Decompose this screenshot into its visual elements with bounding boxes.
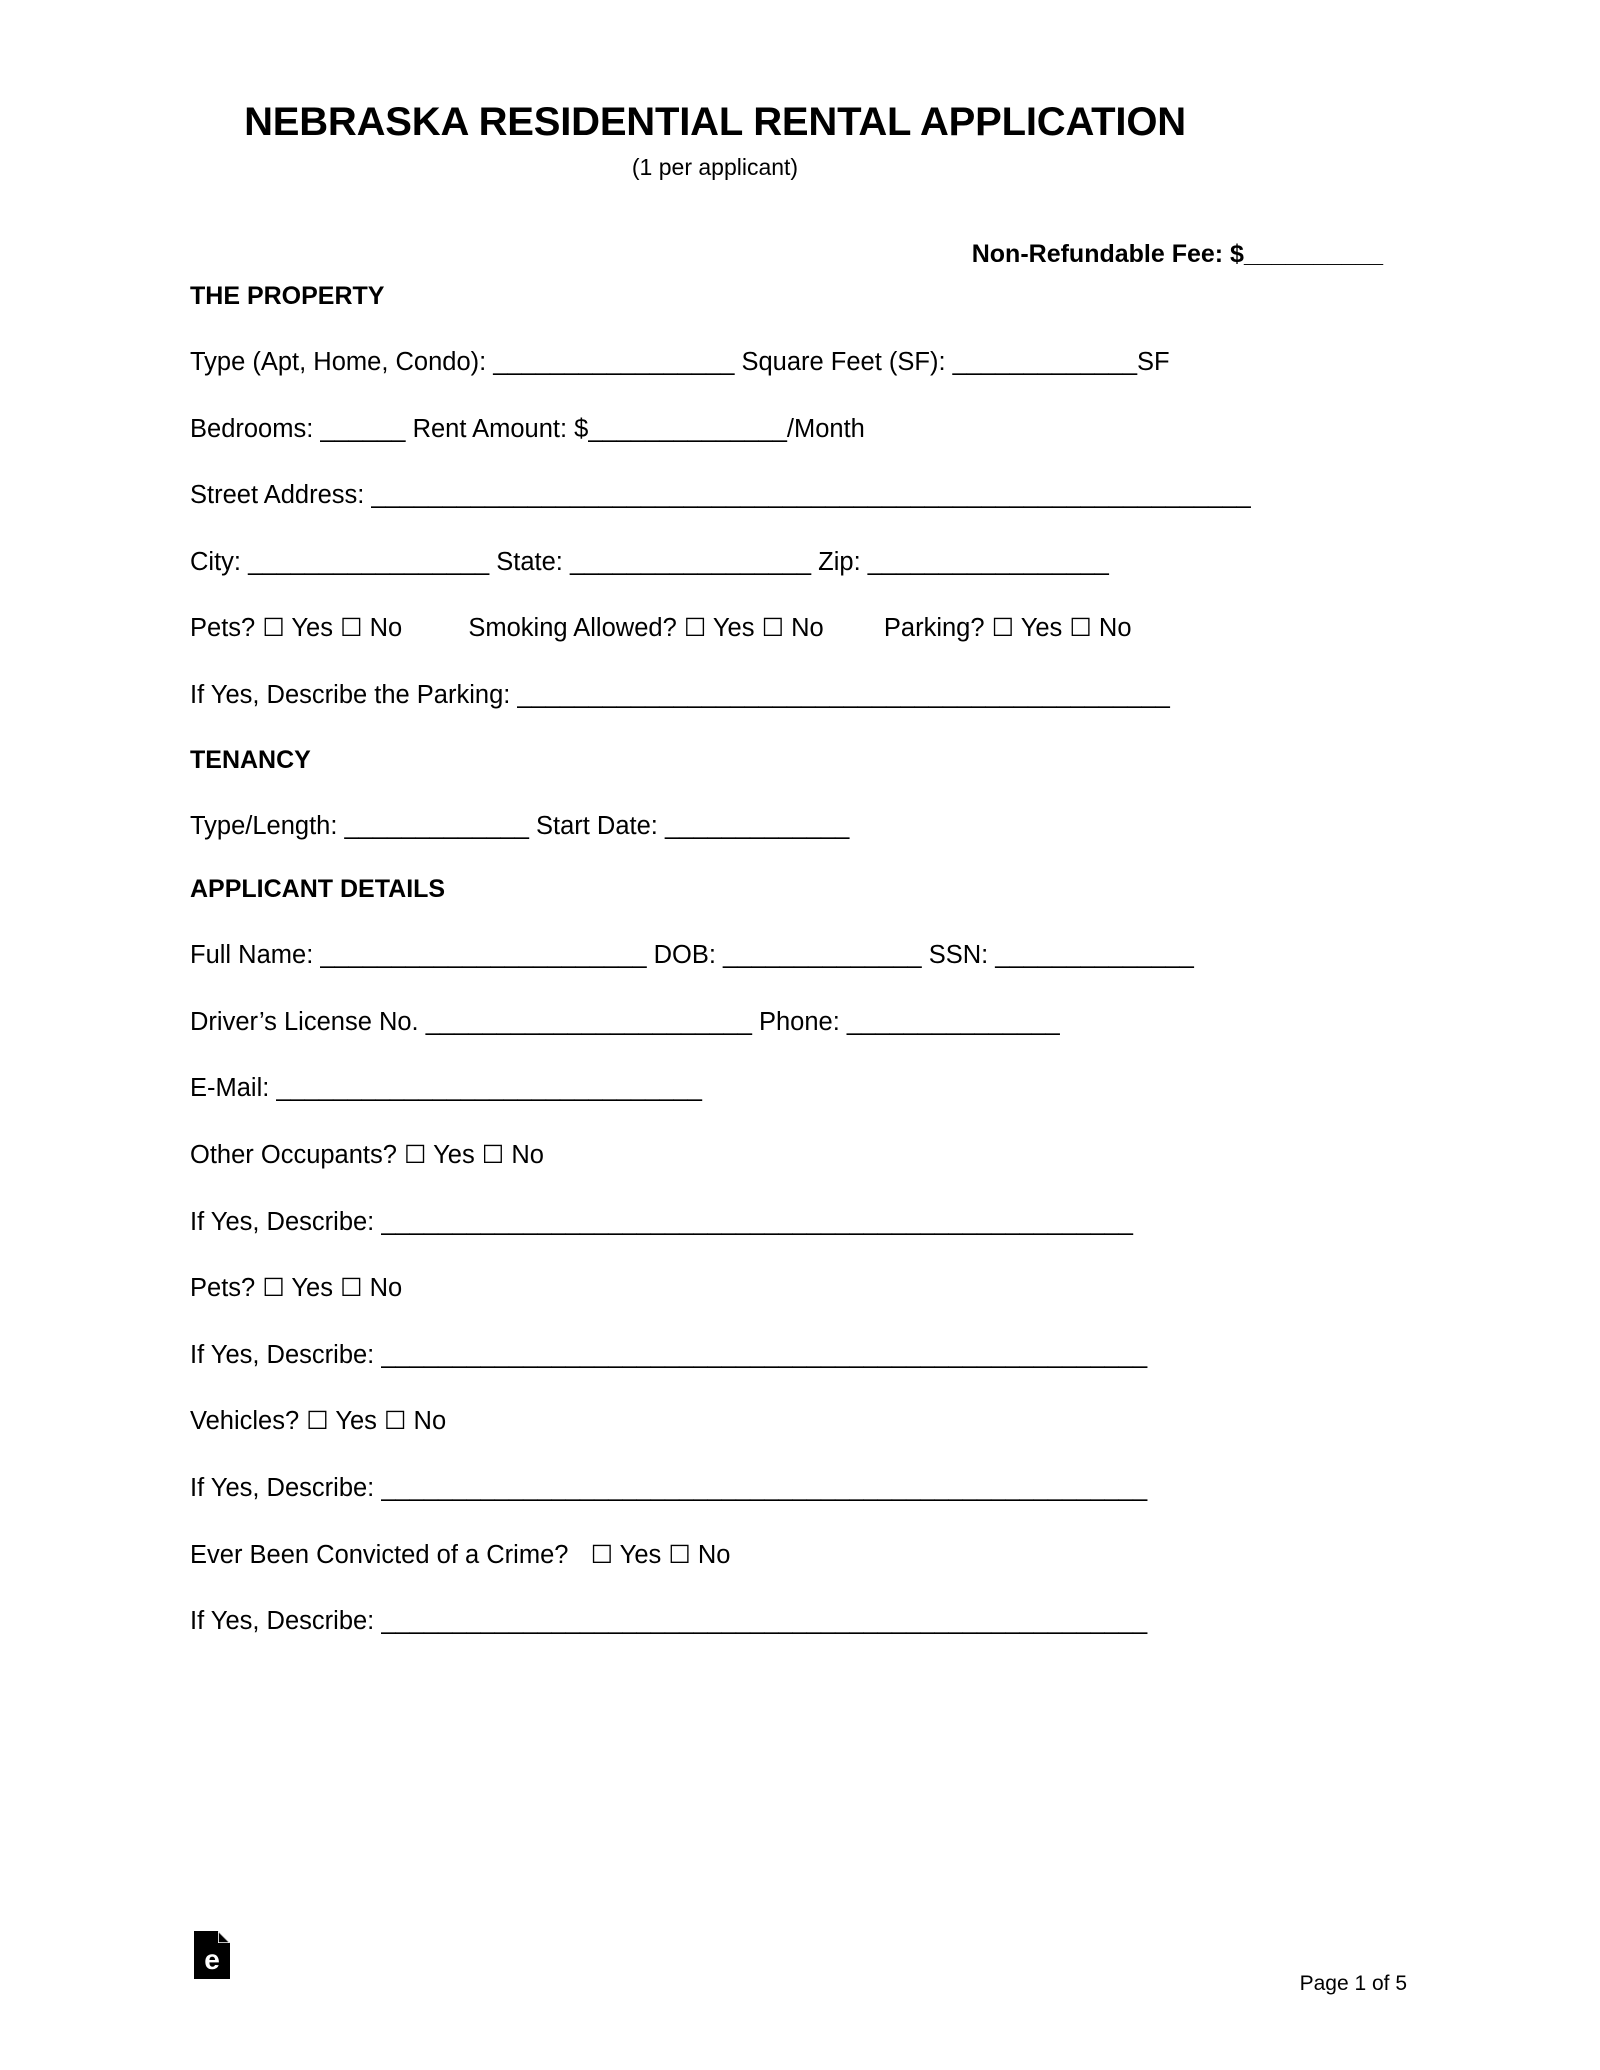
- page-number: Page 1 of 5: [1299, 1972, 1407, 1995]
- property-street-address-line: Street Address: ______________________________________________________________: [190, 481, 1251, 510]
- checkbox-icon[interactable]: ☐: [262, 1274, 285, 1303]
- crime-conviction-no-label: No: [697, 1540, 731, 1569]
- property-parking-describe-line: If Yes, Describe the Parking: ______________________________________________: [190, 680, 1170, 709]
- applicant-name-dob-ssn-line: Full Name: _______________________ DOB: ______________ SSN: ______________: [190, 941, 1194, 970]
- property-smoking-label: Smoking Allowed?: [468, 614, 677, 643]
- applicant-pets-describe-line: If Yes, Describe: ______________________________________________________: [190, 1340, 1148, 1369]
- property-pets-yes-label: Yes: [291, 614, 333, 643]
- checkbox-icon[interactable]: ☐: [668, 1540, 691, 1569]
- applicant-crime-describe-line: If Yes, Describe: ______________________________________________________: [190, 1607, 1148, 1636]
- property-city-state-zip-line: City: _________________ State: _________________ Zip: _________________: [190, 547, 1109, 576]
- checkbox-icon[interactable]: ☐: [340, 1274, 363, 1303]
- property-smoking-no-label: No: [791, 614, 824, 643]
- property-type-line: Type (Apt, Home, Condo): _________________ Square Feet (SF): _____________SF: [190, 348, 1170, 376]
- applicant-pets-line: [190, 1273, 1410, 1304]
- section-heading-applicant-details: APPLICANT DETAILS: [190, 875, 446, 904]
- applicant-vehicles-yes-label: Yes: [335, 1407, 377, 1436]
- checkbox-icon[interactable]: ☐: [590, 1540, 614, 1569]
- checkbox-icon[interactable]: ☐: [683, 614, 707, 643]
- property-bedrooms-rent-line: Bedrooms: ______ Rent Amount: $______________/Month: [190, 414, 865, 443]
- applicant-vehicles-line: [190, 1406, 1410, 1437]
- applicant-email-line: E-Mail: ______________________________: [190, 1074, 702, 1103]
- eforms-logo-icon[interactable]: [194, 1931, 230, 1979]
- applicant-pets-yes-label: Yes: [291, 1274, 333, 1303]
- checkbox-icon[interactable]: ☐: [384, 1407, 407, 1436]
- property-options-line: [190, 613, 1410, 644]
- other-occupants-label: Other Occupants?: [190, 1140, 397, 1169]
- applicant-crime-line: [190, 1540, 1410, 1571]
- property-parking-label: Parking?: [883, 614, 985, 643]
- tenancy-type-length-line: Type/Length: _____________ Start Date: _____________: [190, 811, 850, 840]
- eforms-logo-letter: e: [204, 1944, 220, 1975]
- applicant-pets-label: Pets?: [190, 1274, 256, 1303]
- checkbox-icon[interactable]: ☐: [1069, 614, 1092, 643]
- other-occupants-yes-label: Yes: [433, 1140, 475, 1169]
- applicant-pets-no-label: No: [369, 1274, 403, 1303]
- crime-conviction-label: Ever Been Convicted of a Crime?: [190, 1540, 569, 1569]
- other-occupants-no-label: No: [511, 1140, 544, 1169]
- applicant-license-phone-line: Driver’s License No. _______________________ Phone: _______________: [190, 1007, 1060, 1036]
- non-refundable-fee-line: Non-Refundable Fee: $__________: [971, 240, 1383, 268]
- applicant-other-occupants-line: [190, 1140, 1410, 1171]
- property-smoking-yes-label: Yes: [712, 614, 755, 643]
- property-pets-no-label: No: [369, 614, 403, 643]
- property-parking-yes-label: Yes: [1020, 614, 1063, 643]
- checkbox-icon[interactable]: ☐: [340, 614, 363, 643]
- checkbox-icon[interactable]: ☐: [306, 1407, 329, 1436]
- page-subtitle: (1 per applicant): [631, 154, 799, 180]
- document-body: [190, 0, 1410, 1637]
- applicant-vehicles-describe-line: If Yes, Describe: ______________________________________________________: [190, 1473, 1148, 1502]
- other-occupants-describe-line: If Yes, Describe: _____________________________________________________: [190, 1207, 1133, 1236]
- checkbox-icon[interactable]: ☐: [481, 1140, 505, 1169]
- section-heading-tenancy: TENANCY: [190, 745, 311, 774]
- applicant-vehicles-no-label: No: [413, 1407, 447, 1436]
- checkbox-icon[interactable]: ☐: [262, 614, 285, 643]
- checkbox-icon[interactable]: ☐: [761, 614, 785, 643]
- page-footer: [0, 1930, 1600, 2040]
- section-heading-property: THE PROPERTY: [190, 282, 385, 310]
- page-title: NEBRASKA RESIDENTIAL RENTAL APPLICATION: [244, 100, 1186, 144]
- checkbox-icon[interactable]: ☐: [404, 1140, 427, 1169]
- applicant-vehicles-label: Vehicles?: [190, 1407, 300, 1436]
- property-parking-no-label: No: [1098, 614, 1132, 643]
- crime-conviction-yes-label: Yes: [619, 1540, 662, 1569]
- property-pets-label: Pets?: [190, 614, 256, 643]
- checkbox-icon[interactable]: ☐: [991, 614, 1015, 643]
